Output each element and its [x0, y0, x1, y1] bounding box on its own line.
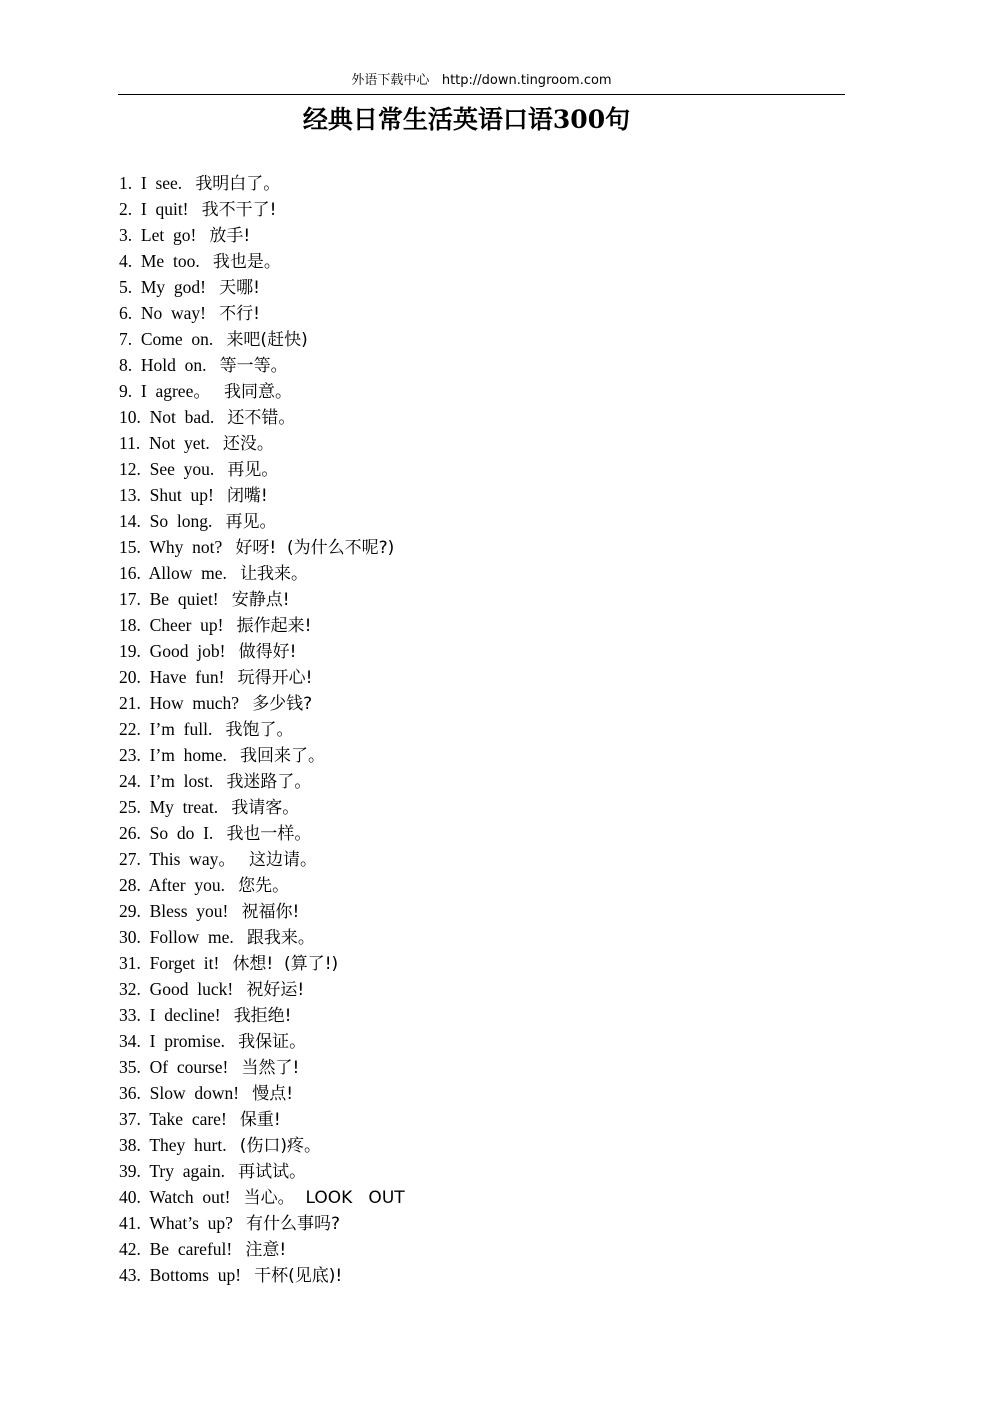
phrase-chinese: 我保证。 [238, 1032, 307, 1052]
phrase-english: Bottoms up! [149, 1265, 242, 1285]
phrase-english: No way! [140, 303, 206, 323]
phrase-item [119, 196, 405, 222]
phrase-chinese: 还没。 [222, 434, 274, 454]
phrase-item [119, 846, 405, 872]
phrase-chinese: 安静点! [231, 590, 290, 610]
phrase-chinese: 我也是。 [212, 252, 281, 272]
phrase-item [119, 1002, 405, 1028]
phrase-chinese: 天哪! [219, 278, 260, 298]
phrase-number: 40. [119, 1187, 141, 1207]
phrase-chinese: 您先。 [238, 876, 290, 896]
phrase-english: I’m lost. [149, 771, 214, 791]
phrase-number: 38. [119, 1135, 141, 1155]
phrase-item [119, 274, 405, 300]
phrase-item [119, 1262, 405, 1288]
phrase-chinese: 祝福你! [241, 902, 300, 922]
phrase-number: 27. [119, 849, 141, 869]
phrase-chinese: 来吧(赶快) [226, 330, 308, 350]
phrase-english: Come on. [140, 329, 214, 349]
phrase-english: Slow down! [149, 1083, 240, 1103]
phrase-number: 17. [119, 589, 141, 609]
phrase-english: I quit! [140, 199, 189, 219]
phrase-chinese: 做得好! [238, 642, 297, 662]
phrase-english: Try again. [149, 1161, 225, 1181]
phrase-chinese: 我也一样。 [226, 824, 312, 844]
phrase-number: 1. [119, 173, 133, 193]
phrase-english: Forget it! [149, 953, 220, 973]
phrase-number: 15. [119, 537, 141, 557]
phrase-chinese: 干杯(见底)! [254, 1266, 343, 1286]
phrase-item [119, 534, 405, 560]
phrase-chinese: 玩得开心! [237, 668, 313, 688]
phrase-item [119, 898, 405, 924]
phrase-english: Good job! [149, 641, 226, 661]
phrase-chinese: 多少钱? [252, 694, 313, 714]
phrase-chinese: 有什么事吗? [246, 1214, 341, 1234]
phrase-item [119, 456, 405, 482]
phrase-english: See you. [149, 459, 215, 479]
phrase-item [119, 976, 405, 1002]
phrase-item [119, 1132, 405, 1158]
phrase-number: 7. [119, 329, 133, 349]
phrase-english: Take care! [149, 1109, 227, 1129]
phrase-chinese: 闭嘴! [226, 486, 268, 506]
phrase-item [119, 690, 405, 716]
phrase-item [119, 950, 405, 976]
phrase-chinese: 振作起来! [236, 616, 312, 636]
phrase-number: 2. [119, 199, 133, 219]
phrase-item [119, 1080, 405, 1106]
phrase-number: 5. [119, 277, 133, 297]
phrase-item [119, 872, 405, 898]
phrase-item [119, 1054, 405, 1080]
phrase-chinese: 我同意。 [223, 382, 292, 402]
phrase-english: Allow me. [148, 563, 227, 583]
phrase-number: 20. [119, 667, 141, 687]
phrase-english: Cheer up! [149, 615, 224, 635]
phrase-number: 35. [119, 1057, 141, 1077]
phrase-chinese: 等一等。 [219, 356, 288, 376]
phrase-number: 19. [119, 641, 141, 661]
phrase-chinese: 休想! (算了!) [232, 954, 339, 974]
phrase-chinese: 我明白了。 [195, 174, 281, 194]
phrase-item [119, 1184, 405, 1210]
page-header [118, 70, 845, 95]
phrase-number: 9. [119, 381, 133, 401]
phrase-item [119, 508, 405, 534]
phrase-item [119, 820, 405, 846]
phrase-english: Not yet. [148, 433, 210, 453]
header-url: http://down.tingroom.com [441, 73, 612, 88]
phrase-item [119, 1210, 405, 1236]
phrase-chinese: 再试试。 [238, 1162, 307, 1182]
phrase-english: Have fun! [149, 667, 225, 687]
phrase-chinese: 这边请。 [248, 850, 317, 870]
phrase-chinese: 我拒绝! [233, 1006, 292, 1026]
phrase-chinese: 保重! [239, 1110, 281, 1130]
phrase-chinese: 再见。 [227, 460, 279, 480]
phrase-number: 23. [119, 745, 141, 765]
phrase-english: Let go! [140, 225, 197, 245]
phrase-english: Hold on. [140, 355, 207, 375]
phrase-number: 30. [119, 927, 141, 947]
phrase-number: 12. [119, 459, 141, 479]
phrase-chinese: 跟我来。 [246, 928, 315, 948]
phrase-english: So long. [149, 511, 213, 531]
phrase-english: Follow me. [149, 927, 234, 947]
phrase-english: Watch out! [149, 1187, 231, 1207]
phrase-item [119, 664, 405, 690]
phrase-english: I promise. [149, 1031, 225, 1051]
phrase-number: 6. [119, 303, 133, 323]
phrase-number: 36. [119, 1083, 141, 1103]
phrase-english: Of course! [149, 1057, 229, 1077]
phrase-chinese: 让我来。 [240, 564, 309, 584]
phrase-chinese: 我请客。 [231, 798, 300, 818]
phrase-chinese: 祝好运! [246, 980, 305, 1000]
phrase-number: 16. [119, 563, 141, 583]
phrase-item [119, 794, 405, 820]
phrase-item [119, 170, 405, 196]
phrase-item [119, 222, 405, 248]
phrase-english: My treat. [149, 797, 219, 817]
phrase-chinese: 我饱了。 [225, 720, 294, 740]
phrase-item [119, 1106, 405, 1132]
header-site-name: 外语下载中心 [351, 73, 430, 88]
phrase-chinese: 注意! [245, 1240, 287, 1260]
phrase-number: 13. [119, 485, 141, 505]
phrase-number: 25. [119, 797, 141, 817]
phrase-english: Why not? [149, 537, 223, 557]
phrase-item [119, 768, 405, 794]
phrase-number: 43. [119, 1265, 141, 1285]
phrase-number: 31. [119, 953, 141, 973]
phrase-english: After you. [148, 875, 225, 895]
phrase-number: 26. [119, 823, 141, 843]
phrase-english: I agree。 [140, 381, 211, 401]
phrase-english: This way。 [149, 849, 236, 869]
phrase-item [119, 612, 405, 638]
phrase-chinese: 放手! [209, 226, 251, 246]
phrase-item [119, 352, 405, 378]
phrase-number: 8. [119, 355, 133, 375]
phrase-english: What’s up? [149, 1213, 233, 1233]
phrase-chinese: 慢点! [252, 1084, 294, 1104]
phrase-english: Be careful! [149, 1239, 233, 1259]
phrase-item [119, 638, 405, 664]
phrase-english: Be quiet! [149, 589, 219, 609]
phrase-number: 39. [119, 1161, 141, 1181]
phrase-number: 22. [119, 719, 141, 739]
phrase-number: 3. [119, 225, 133, 245]
phrase-english: They hurt. [149, 1135, 227, 1155]
phrase-number: 33. [119, 1005, 141, 1025]
phrase-chinese: 好呀! (为什么不呢?) [235, 538, 395, 558]
phrase-number: 32. [119, 979, 141, 999]
phrase-item [119, 378, 405, 404]
phrase-number: 24. [119, 771, 141, 791]
phrase-chinese: 我回来了。 [240, 746, 326, 766]
phrase-english: I decline! [149, 1005, 221, 1025]
phrase-chinese: 当然了! [241, 1058, 300, 1078]
phrase-english: Me too. [140, 251, 200, 271]
phrase-number: 14. [119, 511, 141, 531]
phrase-item [119, 326, 405, 352]
phrase-chinese: 我迷路了。 [226, 772, 312, 792]
phrase-english: I see. [140, 173, 183, 193]
phrase-english: Bless you! [149, 901, 229, 921]
phrase-item [119, 1028, 405, 1054]
phrase-english: I’m home. [149, 745, 227, 765]
phrase-item [119, 924, 405, 950]
phrase-item [119, 1158, 405, 1184]
phrase-number: 21. [119, 693, 141, 713]
phrase-english: My god! [140, 277, 207, 297]
phrase-number: 29. [119, 901, 141, 921]
phrase-chinese: (伤口)疼。 [239, 1136, 321, 1156]
phrase-chinese: 当心。 LOOK OUT [243, 1188, 405, 1208]
phrase-item [119, 248, 405, 274]
phrase-english: Shut up! [149, 485, 214, 505]
phrase-item [119, 482, 405, 508]
phrase-chinese: 我不干了! [201, 200, 277, 220]
phrase-number: 4. [119, 251, 133, 271]
phrase-chinese: 不行! [219, 304, 260, 324]
phrase-item [119, 300, 405, 326]
phrase-list [119, 170, 405, 1288]
phrase-item [119, 742, 405, 768]
phrase-number: 34. [119, 1031, 141, 1051]
page-title: 经典日常生活英语口语300句 [302, 105, 631, 134]
phrase-english: How much? [149, 693, 240, 713]
phrase-number: 28. [119, 875, 141, 895]
phrase-number: 10. [119, 407, 141, 427]
phrase-english: Good luck! [149, 979, 234, 999]
phrase-number: 11. [119, 433, 141, 453]
phrase-number: 18. [119, 615, 141, 635]
phrase-item [119, 586, 405, 612]
phrase-item [119, 1236, 405, 1262]
phrase-number: 37. [119, 1109, 141, 1129]
phrase-item [119, 716, 405, 742]
phrase-english: Not bad. [149, 407, 215, 427]
phrase-item [119, 560, 405, 586]
phrase-chinese: 再见。 [225, 512, 277, 532]
phrase-english: So do I. [149, 823, 214, 843]
phrase-english: I’m full. [149, 719, 213, 739]
phrase-item [119, 430, 405, 456]
phrase-chinese: 还不错。 [227, 408, 296, 428]
phrase-number: 41. [119, 1213, 141, 1233]
phrase-number: 42. [119, 1239, 141, 1259]
phrase-item [119, 404, 405, 430]
